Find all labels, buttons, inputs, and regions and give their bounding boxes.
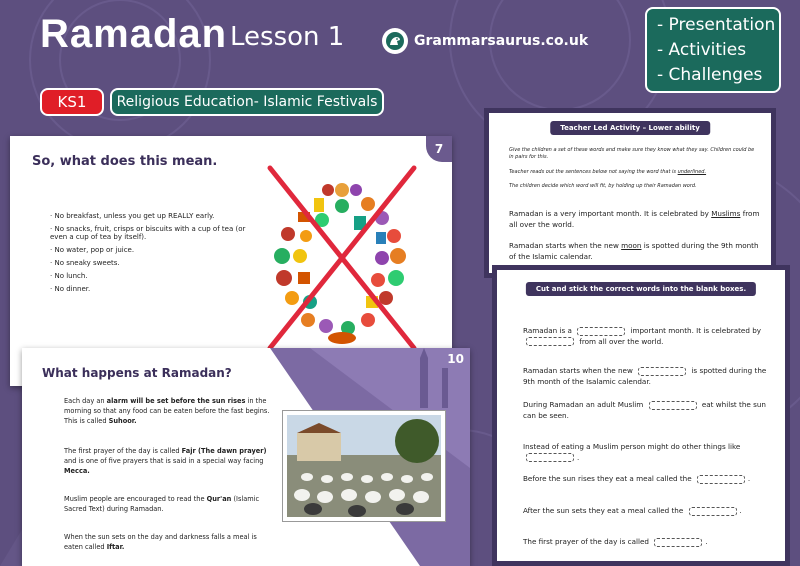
sentence-part: During Ramadan an adult Muslim (523, 400, 646, 409)
page-title: Ramadan (40, 12, 228, 56)
fill-sentence (523, 366, 773, 388)
text-bold: Suhoor. (108, 417, 137, 426)
text-bold: alarm will be set before the sun rises (106, 397, 246, 405)
text-part: and is one of five prayers that is said in a special way facing (64, 457, 264, 466)
text-part: Muslim people are encouraged to read the (64, 495, 207, 503)
sentence (509, 241, 765, 263)
sentence-part: Ramadan starts when the new (509, 241, 622, 250)
sentence-part: from all over the world. (509, 209, 760, 229)
text-part: Each day an (64, 397, 107, 405)
lesson-label: Lesson 1 (230, 22, 345, 52)
paragraph (64, 446, 274, 477)
fill-sentence (523, 537, 773, 548)
slide-number: 7 (426, 136, 452, 162)
blank-box[interactable] (638, 367, 686, 376)
text-bold: Mecca. (64, 467, 90, 476)
instruction-part: Teacher reads out the sentences below not saying the word that is (509, 169, 678, 175)
instruction-text: Give the children a set of these words and make sure they know what they say. Children could be in pairs for this. (509, 147, 755, 160)
fill-sentence (523, 400, 773, 422)
brand-name: Grammarsaurus.co.uk (414, 33, 589, 49)
text-bold: Qur'an (206, 495, 232, 503)
slide-heading: So, what does this mean. (32, 154, 218, 169)
list-item: · No dinner. (50, 285, 250, 293)
fill-sentence (523, 474, 773, 485)
sentence-part: from all over the world. (577, 336, 664, 346)
text-bold: Fajr (The dawn prayer) (181, 447, 267, 455)
blank-box[interactable] (649, 401, 697, 410)
worksheet-title: Teacher Led Activity – Lower ability (550, 121, 710, 135)
blank-box[interactable] (697, 475, 745, 484)
fill-sentence (523, 442, 773, 464)
sentence-part: Ramadan is a very important month. It is celebrated by (509, 209, 712, 218)
sentence-part: Before the sun rises they eat a meal called the (523, 474, 694, 483)
sentence-keyword: Muslims (711, 209, 741, 218)
fill-sentence (523, 506, 773, 517)
key-stage-badge: KS1 (40, 88, 104, 116)
paragraph (64, 494, 274, 514)
feature-item: - Presentation (657, 15, 776, 35)
text-part: When the sun sets on the day and darkness falls a meal is eaten called (64, 533, 257, 552)
sentence (509, 209, 765, 231)
instruction-underlined: underlined. (677, 169, 707, 175)
text-part: The first prayer of the day is called (64, 447, 182, 455)
sentence-part: After the sun sets they eat a meal called the (523, 506, 686, 515)
brand-logo[interactable] (382, 28, 588, 54)
sentence-part: Ramadan is a (523, 326, 575, 335)
blank-box[interactable] (526, 453, 574, 462)
list-item: · No lunch. (50, 272, 250, 280)
slide-what-happens-at-ramadan (22, 348, 470, 566)
sentence-part: . (705, 537, 708, 546)
list-item: · No sneaky sweets. (50, 259, 250, 267)
sentence-part: Ramadan starts when the new (523, 366, 636, 375)
instruction-text (509, 169, 759, 176)
resource-features-box (645, 7, 781, 93)
text-bold: Iftar. (106, 543, 125, 552)
prayer-photo (282, 410, 446, 522)
fasting-rules-list (50, 212, 250, 298)
sentence-part: The first prayer of the day is called (523, 537, 652, 546)
sentence-keyword: moon (621, 241, 642, 250)
sentence-part: is spotted during the 9th month of the Islamic calendar. (509, 241, 759, 261)
sentence-part: Instead of eating a Muslim person might do other things like (523, 442, 741, 451)
instruction-text: The children decide which word will fit, by holding up their Ramadan word. (509, 183, 697, 189)
sentence-part: important month. It is celebrated by (628, 326, 762, 335)
praying-crowd-image (287, 415, 441, 517)
fill-sentence (523, 326, 773, 348)
blank-box[interactable] (654, 538, 702, 547)
text-part: (Islamic Sacred Text) during Ramadan. (64, 495, 260, 514)
worksheet-title: Cut and stick the correct words into the blank boxes. (526, 282, 756, 296)
subject-badge: Religious Education- Islamic Festivals (110, 88, 384, 116)
list-item: · No breakfast, unless you get up REALLY early. (50, 212, 250, 220)
list-item: · No water, pop or juice. (50, 246, 250, 254)
feature-item: - Activities (657, 40, 747, 60)
paragraph (64, 396, 274, 427)
sentence-part: eat whilst the sun can be seen. (523, 400, 766, 420)
sentence-part: . (739, 506, 742, 515)
blank-box[interactable] (577, 327, 625, 336)
blank-box[interactable] (526, 337, 574, 346)
teacher-led-worksheet (484, 108, 776, 278)
blank-box[interactable] (689, 507, 737, 516)
dinosaur-logo-icon (382, 28, 408, 54)
text-part: in the morning so that any food can be eaten before the fast begins. This is called (64, 397, 270, 426)
paragraph (64, 532, 274, 552)
sentence-part: . (577, 452, 580, 462)
feature-item: - Challenges (657, 65, 763, 85)
list-item: · No snacks, fruit, crisps or biscuits with a cup of tea (or even a cup of tea by itself). (50, 225, 250, 241)
slide-heading: What happens at Ramadan? (42, 366, 232, 380)
cut-and-stick-worksheet (492, 265, 790, 566)
slide-number: 10 (447, 352, 464, 366)
sentence-part: is spotted during the 9th month of the Isalamic calendar. (523, 366, 767, 386)
sentence-part: . (747, 474, 751, 483)
crossed-out-food-illustration (258, 160, 426, 356)
